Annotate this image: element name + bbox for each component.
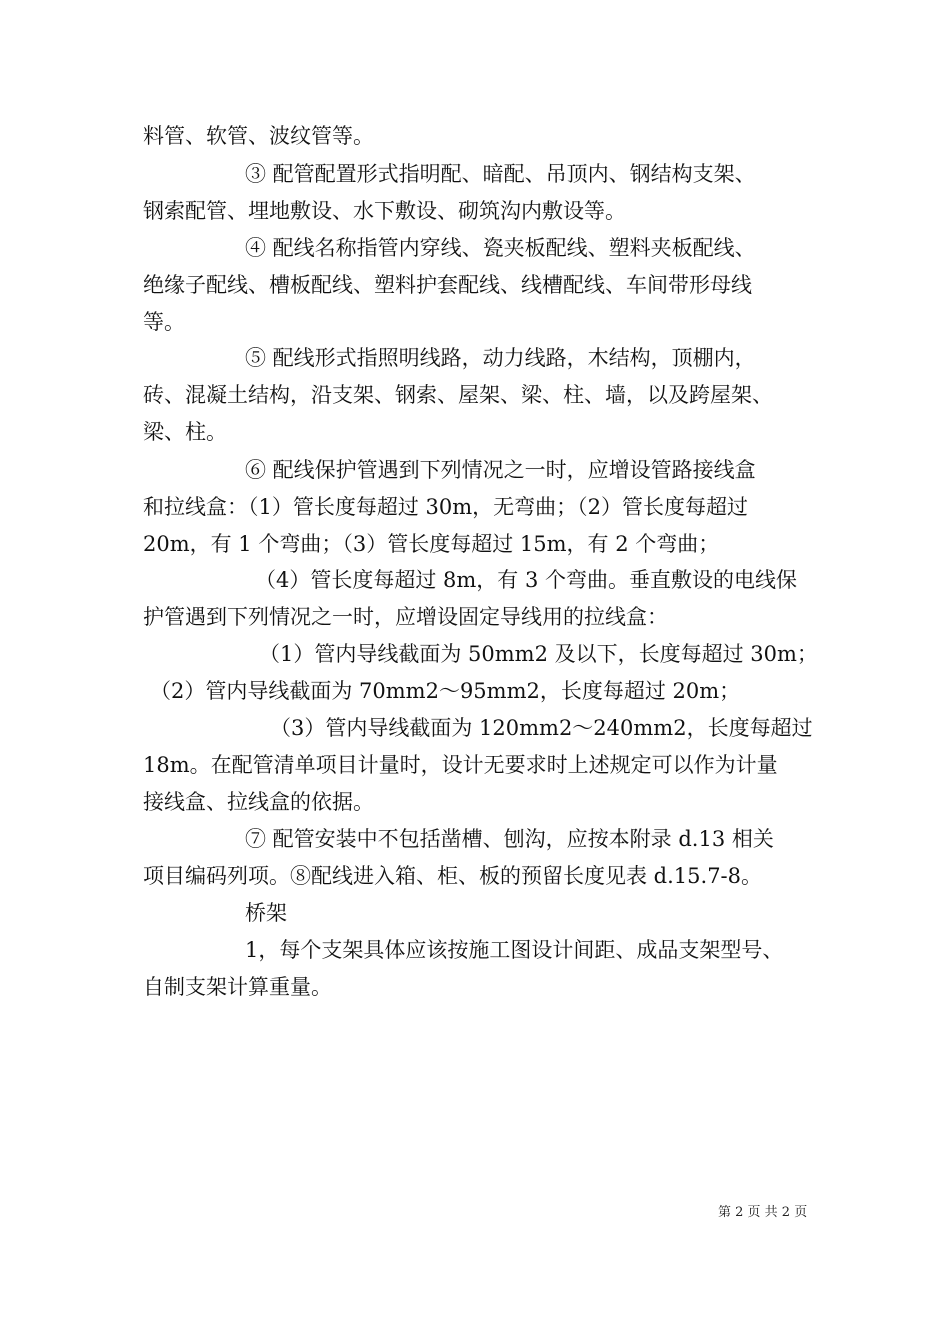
- text-line: 项目编码列项。⑧配线进入箱、柜、板的预留长度见表 d.15.7-8。: [143, 864, 763, 888]
- text-line: 砖、混凝土结构，沿支架、钢索、屋架、梁、柱、墙，以及跨屋架、: [143, 383, 773, 407]
- text-line: 1，每个支架具体应该按施工图设计间距、成品支架型号、: [245, 938, 784, 962]
- text-line: （3）管内导线截面为 120mm2～240mm2，长度每超过: [270, 716, 813, 740]
- text-line: （4）管长度每超过 8m，有 3 个弯曲。垂直敷设的电线保: [255, 568, 798, 592]
- text-line: 18m。在配管清单项目计量时，设计无要求时上述规定可以作为计量: [143, 753, 778, 777]
- text-line: ⑥ 配线保护管遇到下列情况之一时，应增设管路接线盒: [245, 458, 756, 482]
- text-line: 等。: [143, 310, 185, 334]
- text-line: ③ 配管配置形式指明配、暗配、吊顶内、钢结构支架、: [245, 162, 756, 186]
- text-line: 和拉线盒：（1）管长度每超过 30m，无弯曲；（2）管长度每超过: [143, 495, 749, 519]
- text-line: 接线盒、拉线盒的依据。: [143, 790, 374, 814]
- text-line: 料管、软管、波纹管等。: [143, 124, 374, 148]
- page-number: 第 2 页 共 2 页: [718, 1205, 808, 1220]
- text-line: 自制支架计算重量。: [143, 975, 332, 999]
- section-heading: 桥架: [245, 901, 287, 925]
- text-line: 绝缘子配线、槽板配线、塑料护套配线、线槽配线、车间带形母线: [143, 273, 752, 297]
- text-line: （2）管内导线截面为 70mm2～95mm2，长度每超过 20m；: [150, 679, 741, 703]
- text-line: ⑦ 配管安装中不包括凿槽、刨沟，应按本附录 d.13 相关: [245, 827, 774, 851]
- text-line: 20m，有 1 个弯曲；（3）管长度每超过 15m，有 2 个弯曲；: [143, 532, 720, 556]
- text-line: （1）管内导线截面为 50mm2 及以下，长度每超过 30m；: [259, 642, 818, 666]
- text-line: 梁、柱。: [143, 420, 227, 444]
- text-line: ④ 配线名称指管内穿线、瓷夹板配线、塑料夹板配线、: [245, 236, 756, 260]
- text-line: ⑤ 配线形式指照明线路，动力线路，木结构，顶棚内，: [245, 346, 756, 370]
- text-line: 钢索配管、埋地敷设、水下敷设、砌筑沟内敷设等。: [143, 199, 626, 223]
- text-line: 护管遇到下列情况之一时，应增设固定导线用的拉线盒：: [143, 605, 668, 629]
